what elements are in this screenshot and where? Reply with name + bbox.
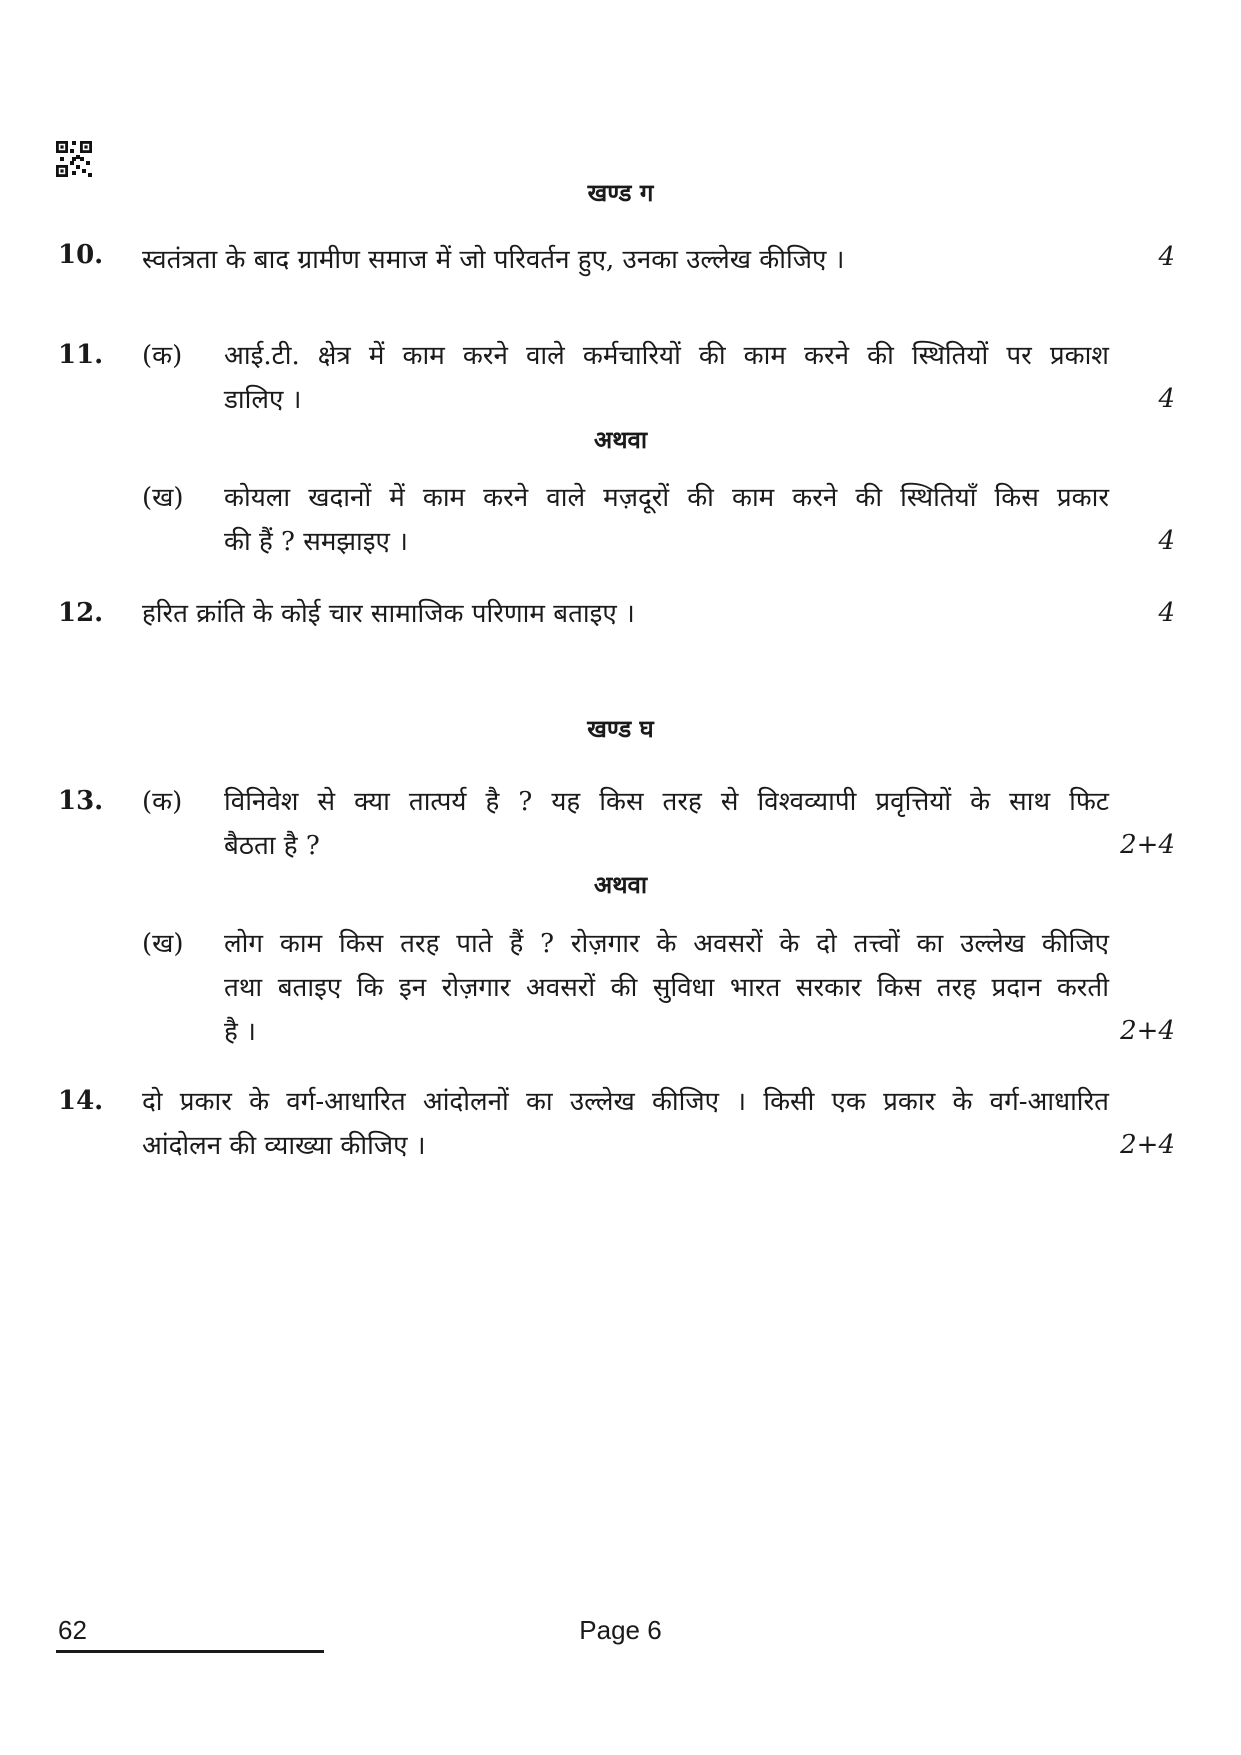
question-11-option-a-label: (क) [142,341,183,371]
question-11-option-a-line-1: आई.टी. क्षेत्र में काम करने वाले कर्मचारियों की काम करने की स्थितियों पर प्रकाश [224,341,1109,371]
question-number-14: 14. [58,1086,104,1116]
question-11-option-b-line-1: कोयला खदानों में काम करने वाले मज़दूरों की काम करने की स्थितियाँ किस प्रकार [224,483,1109,513]
question-13-option-b-line-2: तथा बताइए कि इन रोज़गार अवसरों की सुविधा भारत सरकार किस तरह प्रदान करती [224,973,1109,1003]
question-13-option-a-line-2: बैठता है ? [224,831,320,861]
question-number-13: 13. [58,786,104,816]
question-14-line-2: आंदोलन की व्याख्या कीजिए । [142,1131,426,1161]
question-13-option-b-label: (ख) [142,929,184,959]
question-12-text: हरित क्रांति के कोई चार सामाजिक परिणाम बताइए । [142,599,635,629]
section-heading-c: खण्ड ग [587,178,654,207]
question-14-marks: 2+4 [1120,1130,1175,1160]
section-heading-d: खण्ड घ [587,714,654,743]
paper-code: 62 [58,1615,87,1645]
question-number-11: 11. [58,340,104,370]
question-number-10: 10. [58,240,104,270]
question-number-12: 12. [58,598,104,628]
footer-rule [56,1650,324,1653]
or-separator: अथवा [593,870,648,899]
question-12-marks: 4 [1158,598,1175,628]
question-13-option-a-line-1: विनिवेश से क्या तात्पर्य है ? यह किस तरह से विश्वव्यापी प्रवृत्तियों के साथ फिट [224,787,1109,817]
question-10-text: स्वतंत्रता के बाद ग्रामीण समाज में जो परिवर्तन हुए, उनका उल्लेख कीजिए । [142,245,845,275]
qr-code-icon [56,141,92,177]
question-11-option-b-marks: 4 [1158,526,1175,556]
or-separator: अथवा [593,425,648,454]
question-13-option-a-label: (क) [142,787,183,817]
question-10-marks: 4 [1158,242,1175,272]
question-13-option-b-marks: 2+4 [1120,1016,1175,1046]
question-13-option-b-line-3: है । [224,1017,256,1047]
question-13-option-a-marks: 2+4 [1120,830,1175,860]
question-11-option-b-label: (ख) [142,483,184,513]
question-11-option-a-marks: 4 [1158,384,1175,414]
question-11-option-a-line-2: डालिए । [224,385,302,415]
question-11-option-b-line-2: की हैं ? समझाइए । [224,527,409,557]
question-13-option-b-line-1: लोग काम किस तरह पाते हैं ? रोज़गार के अवसरों के दो तत्त्वों का उल्लेख कीजिए [224,929,1109,959]
question-14-line-1: दो प्रकार के वर्ग-आधारित आंदोलनों का उल्लेख कीजिए । किसी एक प्रकार के वर्ग-आधारित [142,1087,1109,1117]
page-number: Page 6 [579,1615,662,1645]
